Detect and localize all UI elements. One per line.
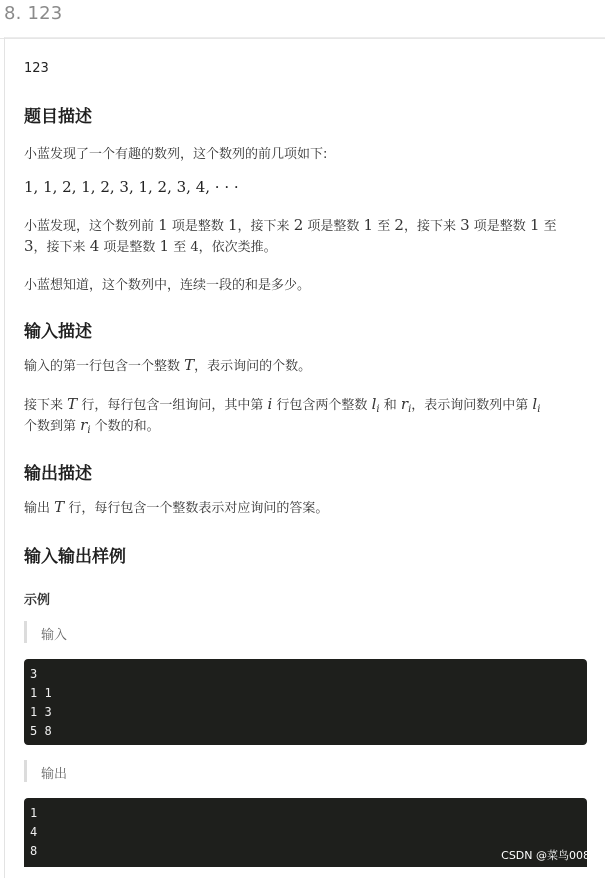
problem-subtitle: 123 bbox=[24, 61, 49, 76]
sample-input-code-block[interactable] bbox=[24, 659, 587, 745]
code-line: 1 bbox=[30, 806, 38, 820]
text-span: ，表示询问数列中第 bbox=[411, 398, 529, 413]
text-span: 至 bbox=[173, 240, 187, 255]
math-number: 1 bbox=[228, 216, 238, 234]
code-line: 5 8 bbox=[30, 724, 52, 738]
csdn-watermark: CSDN @菜鸟0088 bbox=[501, 849, 597, 862]
text-span: ，表示询问的个数。 bbox=[194, 359, 312, 374]
example-label: 示例 bbox=[24, 593, 51, 608]
math-number: 1 bbox=[363, 216, 374, 234]
text-span: ，接下来 bbox=[33, 240, 86, 255]
text-span: 行，每行包含一组询问，其中第 bbox=[81, 398, 264, 413]
math-subscript: i bbox=[376, 404, 380, 415]
math-subscript: i bbox=[408, 404, 412, 415]
text-span: 项是整数 bbox=[103, 240, 156, 255]
text-span: 和 bbox=[383, 398, 397, 413]
code-line: 1 1 bbox=[30, 686, 52, 700]
problem-breadcrumb: 8. 123 bbox=[4, 3, 63, 24]
code-line: 1 3 bbox=[30, 705, 52, 719]
math-number: 2 bbox=[394, 216, 404, 234]
samples-heading: 输入输出样例 bbox=[24, 547, 126, 567]
input-paragraph-2-line-2 bbox=[24, 415, 160, 436]
math-variable: l bbox=[371, 395, 377, 413]
text-span: 接下来 bbox=[24, 398, 64, 413]
math-variable: r bbox=[400, 395, 409, 413]
math-number: 1 bbox=[158, 216, 168, 234]
text-span: 行，每行包含一个整数表示对应询问的答案。 bbox=[68, 501, 329, 516]
code-line: 3 bbox=[30, 667, 38, 681]
text-span: 项是整数 bbox=[473, 219, 526, 234]
input-paragraph-2-line-1 bbox=[24, 394, 540, 415]
math-number: 2 bbox=[293, 216, 304, 234]
input-heading: 输入描述 bbox=[24, 322, 92, 342]
text-span: ，依次类推。 bbox=[198, 240, 277, 255]
problem-card bbox=[4, 37, 605, 878]
input-label: 输入 bbox=[41, 628, 68, 643]
math-number: 1 bbox=[529, 216, 540, 234]
output-label-bar bbox=[24, 760, 27, 782]
text-span: 行包含两个整数 bbox=[276, 398, 368, 413]
output-label: 输出 bbox=[41, 767, 68, 782]
math-variable: T bbox=[67, 395, 78, 413]
description-paragraph-2-line-1 bbox=[24, 215, 557, 234]
input-label-bar bbox=[24, 621, 27, 643]
math-number: 1 bbox=[159, 237, 170, 255]
top-bar bbox=[0, 0, 605, 39]
math-variable: T bbox=[54, 498, 65, 516]
sequence-formula: 1, 1, 2, 1, 2, 3, 1, 2, 3, 4, · · · bbox=[24, 178, 239, 196]
text-span: 个数到第 bbox=[24, 419, 77, 434]
text-span: 输出 bbox=[24, 501, 51, 516]
output-heading: 输出描述 bbox=[24, 464, 92, 484]
code-line: 8 bbox=[30, 844, 38, 858]
math-number: 3 bbox=[24, 237, 34, 255]
output-paragraph bbox=[24, 497, 328, 516]
input-paragraph-1 bbox=[24, 355, 311, 374]
description-paragraph-1: 小蓝发现了一个有趣的数列，这个数列的前几项如下: bbox=[24, 147, 328, 162]
math-number: 3 bbox=[460, 216, 470, 234]
text-span: 个数的和。 bbox=[94, 419, 160, 434]
text-span: 小蓝发现，这个数列前 bbox=[24, 219, 155, 234]
description-paragraph-3: 小蓝想知道，这个数列中，连续一段的和是多少。 bbox=[24, 278, 311, 293]
text-span: ，接下来 bbox=[403, 219, 456, 234]
description-heading: 题目描述 bbox=[24, 107, 92, 127]
text-span: 输入的第一行包含一个整数 bbox=[24, 359, 181, 374]
text-span: 至 bbox=[377, 219, 391, 234]
math-variable: l bbox=[532, 395, 538, 413]
math-number: 4 bbox=[190, 240, 199, 255]
text-span: ，接下来 bbox=[237, 219, 290, 234]
text-span: 项是整数 bbox=[307, 219, 360, 234]
math-number: 4 bbox=[89, 237, 100, 255]
math-variable: r bbox=[80, 416, 88, 434]
code-line: 4 bbox=[30, 825, 38, 839]
math-variable: i bbox=[267, 395, 273, 413]
text-span: 至 bbox=[543, 219, 557, 234]
description-paragraph-2-line-2 bbox=[24, 236, 277, 255]
math-variable: T bbox=[184, 356, 195, 374]
math-subscript: i bbox=[537, 404, 541, 415]
math-subscript: i bbox=[87, 425, 91, 436]
text-span: 项是整数 bbox=[171, 219, 224, 234]
